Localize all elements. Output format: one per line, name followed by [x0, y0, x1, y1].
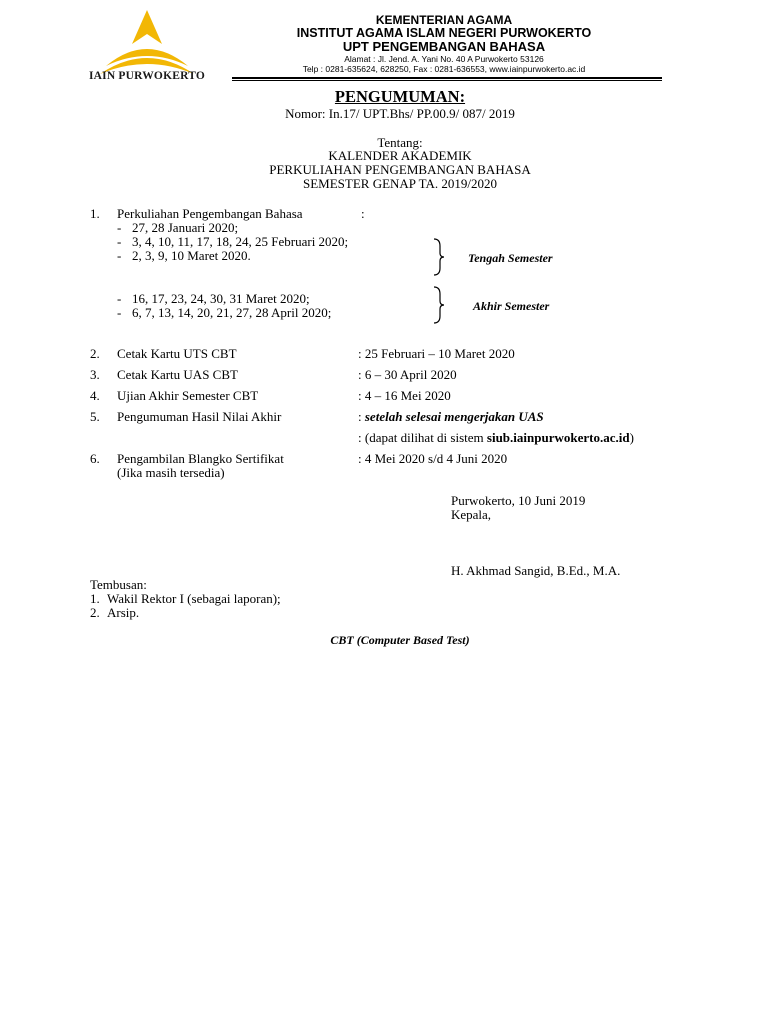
- cc-item: Arsip.: [107, 605, 140, 620]
- item-value: : 4 – 16 Mei 2020: [358, 388, 451, 403]
- item-label-note: (Jika masih tersedia): [117, 465, 225, 480]
- cc-item: Wakil Rektor I (sebagai laporan);: [107, 591, 281, 606]
- unit-name: UPT PENGEMBANGAN BAHASA: [342, 39, 546, 54]
- group-label-final: Akhir Semester: [473, 299, 550, 313]
- item-number: 5.: [90, 409, 100, 424]
- item-label: Pengumuman Hasil Nilai Akhir: [117, 409, 282, 424]
- item-number: 2.: [90, 346, 100, 361]
- list-dash: -: [117, 291, 122, 306]
- letterhead-divider: [232, 77, 662, 79]
- item-value: : 4 Mei 2020 s/d 4 Juni 2020: [358, 451, 508, 466]
- footnote: CBT (Computer Based Test): [330, 633, 470, 647]
- item-number: 4.: [90, 388, 100, 403]
- date-line: 3, 4, 10, 11, 17, 18, 24, 25 Februari 2020;: [132, 234, 349, 249]
- item-label: Cetak Kartu UTS CBT: [117, 346, 237, 361]
- subject-label: Tentang:: [377, 135, 423, 150]
- item-number: 3.: [90, 367, 100, 382]
- item-label: Pengambilan Blangko Sertifikat: [117, 451, 284, 466]
- item-number: 6.: [90, 451, 100, 466]
- item-note: [358, 430, 634, 446]
- document-title: PENGUMUMAN:: [334, 87, 466, 106]
- value-emphasis: setelah selesai mengerjakan UAS: [364, 409, 544, 424]
- cc-title: Tembusan:: [90, 577, 147, 592]
- item-number: 1.: [90, 206, 100, 221]
- list-dash: -: [117, 220, 122, 235]
- list-dash: -: [117, 234, 122, 249]
- date-line: 6, 7, 13, 14, 20, 21, 27, 28 April 2020;: [132, 305, 332, 320]
- sign-role: Kepala,: [451, 507, 492, 522]
- institution-name: INSTITUT AGAMA ISLAM NEGERI PURWOKERTO: [296, 26, 592, 40]
- list-dash: -: [117, 305, 122, 320]
- date-line: 27, 28 Januari 2020;: [132, 220, 239, 235]
- item-value: : 6 – 30 April 2020: [358, 367, 457, 382]
- item-label: Cetak Kartu UAS CBT: [117, 367, 238, 382]
- note-suffix: ): [629, 430, 634, 445]
- sign-place-date: Purwokerto, 10 Juni 2019: [451, 493, 586, 508]
- document-number: Nomor: In.17/ UPT.Bhs/ PP.00.9/ 087/ 2019: [285, 106, 515, 121]
- contact-line: Telp : 0281-635624, 628250, Fax : 0281-636553, www.iainpurwokerto.ac.id: [302, 64, 586, 74]
- group-label-midterm: Tengah Semester: [468, 251, 553, 265]
- date-line: 2, 3, 9, 10 Maret 2020.: [132, 248, 251, 263]
- logo-text: IAIN PURWOKERTO: [88, 70, 206, 82]
- ministry-name: KEMENTERIAN AGAMA: [375, 13, 513, 27]
- subject-line-1: KALENDER AKADEMIK: [328, 148, 472, 163]
- brace-icon: [432, 238, 446, 276]
- note-prefix: : (dapat dilihat di sistem: [358, 430, 487, 445]
- system-site: siub.iainpurwokerto.ac.id: [486, 430, 630, 445]
- subject-line-2: PERKULIAHAN PENGEMBANGAN BAHASA: [269, 162, 531, 177]
- item-colon: :: [361, 206, 365, 221]
- address-line: Alamat : Jl. Jend. A. Yani No. 40 A Purwokerto 53126: [344, 54, 544, 64]
- cc-number: 1.: [90, 591, 100, 606]
- brace-icon: [432, 286, 446, 324]
- letterhead-divider-thin: [232, 80, 662, 81]
- date-line: 16, 17, 23, 24, 30, 31 Maret 2020;: [132, 291, 310, 306]
- item-value: [358, 409, 544, 425]
- item-label: Perkuliahan Pengembangan Bahasa: [117, 206, 303, 221]
- value-colon: :: [358, 409, 365, 424]
- item-value: : 25 Februari – 10 Maret 2020: [358, 346, 515, 361]
- item-label: Ujian Akhir Semester CBT: [117, 388, 259, 403]
- list-dash: -: [117, 248, 122, 263]
- subject-line-3: SEMESTER GENAP TA. 2019/2020: [303, 176, 497, 191]
- sign-name: H. Akhmad Sangid, B.Ed., M.A.: [451, 563, 621, 578]
- cc-number: 2.: [90, 605, 100, 620]
